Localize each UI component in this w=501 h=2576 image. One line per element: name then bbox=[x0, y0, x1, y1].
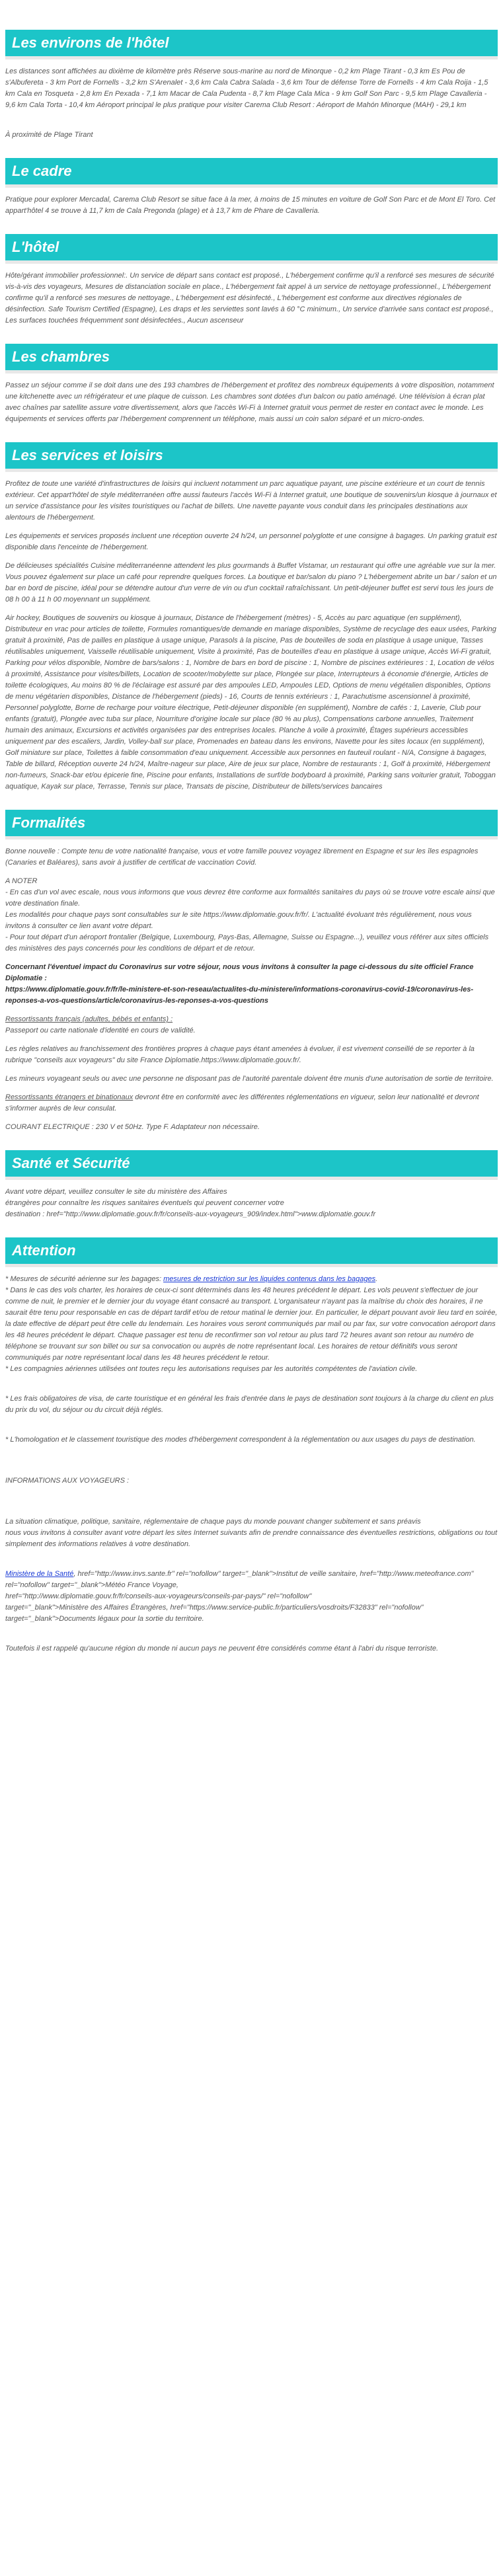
section-formalites bbox=[5, 810, 498, 1133]
services-text-3: De délicieuses spécialités Cuisine méditerranéenne attendent les plus gourmands à Buffet Vistamar, un restaurant qui offre une agréable vue sur la mer. Vous pouvez également sur place un café pour reprendre quelques forces. La boutique et bar/salon du piano ? L'hébergement abrite un bar / salon et un bar en bord de piscine, idéal pour se détendre autour d'un verre de vin ou d'un cocktail rafraîchissant. Un petit-déjeuner buffet est servi tous les jours de 08 h 00 à 11 h 00 moyennant un supplément. bbox=[5, 562, 497, 604]
section-services bbox=[5, 442, 498, 793]
section-title-chambres: Les chambres bbox=[5, 344, 498, 373]
attention-text-1-end: . * Dans le cas des vols charter, les horaires de ceux-ci sont déterminés dans les 48 heures précédent le départ. Les vols peuvent s'effectuer de jour comme de nuit, le premier et le dernier jour du voyage étant consacré au transport. L'organisateur n'ayant pas la maîtrise du choix des horaires, il ne saurait être tenu pour responsable en cas de départ tardif et/ou de retour matinal le dernier jour. En particulier, le départ pouvant avoir lieu tard en soirée, la date effective de départ peut être celle du lendemain. Les horaires vous seront communiqués par mail ou par fax, sur votre convocation aéroport dans les 48 heures précédent le départ. Chaque passager est tenu de reconfirmer son vol retour au plus tard 72 heures avant son retour au numéro de téléphone se trouvant sur son billet ou sur sa convocation ou auprès de notre représentant local. Les horaires de retour définitifs vous seront communiqués par notre représentant local dans les 48 heures précédent le retour. * Les compagnies aériennes utilisées ont toutes reçu les autorisations requises par les autorités compétentes de l'aviation civile. bbox=[5, 1275, 498, 1373]
attention-text-1-start: * Mesures de sécurité aérienne sur les bagages: bbox=[5, 1275, 164, 1283]
section-sante bbox=[5, 1150, 498, 1220]
services-text-1: Profitez de toute une variété d'infrastructures de loisirs qui incluent notamment un parc aquatique payant, une piscine extérieure et un court de tennis extérieur. Cet appart'hôtel de style méditerranéen offre aussi fauteurs l'accès Wi-Fi à Internet gratuit, une boutique de souvenirs/un kiosque à journaux et un service d'assistance pour les visites touristiques ou l'achat de billets. Une navette payante vous conduit dans les principales destinations aux alentours de l'hébergement. bbox=[5, 480, 497, 522]
section-title-environs: Les environs de l'hôtel bbox=[5, 30, 498, 59]
section-chambres bbox=[5, 344, 498, 425]
chambres-text: Passez un séjour comme il se doit dans une des 193 chambres de l'hébergement et profitez des nombreux équipements à votre disposition, notamment une kitchenette avec un réfrigérateur et une plaque de cuisson. Les chambres sont dotées d'un balcon ou patio aménagé. Une télévision à écran plat avec chaînes par satellite assure votre divertissement, alors que l'accès Wi-Fi à Internet gratuit vous permet de rester en contact avec le monde. Les équipements et services offerts par l'hébergement comprennent un téléphone, mais aussi un coin salon séparé et un micro-ondes. bbox=[5, 381, 494, 423]
section-hotel bbox=[5, 234, 498, 327]
formalites-bonne-nouvelle: Bonne nouvelle : Compte tenu de votre nationalité française, vous et votre famille pouvez voyagez librement en Espagne et sur les îles espagnoles (Canaries et Baléares), sans avoir à justifier de certificat de vaccination Covid. bbox=[5, 847, 479, 867]
attention-text-3: * L'homologation et le classement touristique des modes d'hébergement correspondent à la réglementation ou aux usages du pays de destination. bbox=[5, 1436, 476, 1444]
services-text-2: Les équipements et services proposés incluent une réception ouverte 24 h/24, un personnel polyglotte et une consigne à bagages. Un parking gratuit est disponible dans l'enceinte de l'hébergement. bbox=[5, 532, 497, 551]
section-title-sante: Santé et Sécurité bbox=[5, 1150, 498, 1180]
liquids-restriction-link[interactable]: mesures de restriction sur les liquides contenus dans les bagages bbox=[163, 1275, 376, 1283]
attention-text-6: Toutefois il est rappelé qu'aucune région du monde ni aucun pays ne peuvent être considérés comme étant à l'abri du risque terroriste. bbox=[5, 1645, 439, 1653]
attention-text-2: * Les frais obligatoires de visa, de carte touristique et en général les frais d'entrée dans le pays de destination sont toujours à la charge du client en plus du prix du vol, du séjour ou du circuit déjà réglés. bbox=[5, 1395, 494, 1414]
formalites-mineurs: Les mineurs voyageant seuls ou avec une personne ne disposant pas de l'autorité parentale doivent être munis d'une autorisation de sortie de territoire. bbox=[5, 1075, 494, 1083]
formalites-courant: COURANT ELECTRIQUE : 230 V et 50Hz. Type F. Adaptateur non nécessaire. bbox=[5, 1123, 260, 1131]
environs-distances: Les distances sont affichées au dixième de kilomètre près Réserve sous-marine au nord de Minorque - 0,2 km Plage Tirant - 0,3 km Es Pou de s'Albufereta - 3 km Port de Fornells - 3,2 km S'Arenalet - 3,6 km Cala Cabra Salada - 3,6 km Tour de défense Torre de Fornells - 4 km Cala Roija - 1,5 km Cala en Tosqueta - 2,8 km En Pexada - 7,1 km Macar de Cala Pudenta - 8,7 km Plage Cala Mica - 9 km Golf Son Parc - 9,5 km Plage Cavalleria - 9,6 km Cala Torta - 10,4 km Aéroport principal le plus pratique pour visiter Carema Club Resort : Aéroport de Mahón Minorque (MAH) - 29,1 km bbox=[5, 67, 488, 109]
formalites-etrangers-title: Ressortissants étrangers et binationaux bbox=[5, 1093, 134, 1101]
attention-text-5-rest: , href="http://www.invs.sante.fr" rel="nofollow" target="_blank">Institut de veille sanitaire, href="http://www.meteofrance.com" rel="nofollow" target="_blank">Météo France Voyage, href="http://www.diplomatie.gouv.fr/fr/conseils-aux-voyageurs/conseils-par-pays/" rel="nofollow" target="_blank">Ministère des Affaires Étrangères, href="https://www.service-public.fr/particuliers/vosdroits/F32833" rel="nofollow" target="_blank">Documents légaux pour la sortie du territoire. bbox=[5, 1570, 474, 1623]
attention-text-1 bbox=[5, 1274, 498, 1375]
formalites-etrangers bbox=[5, 1092, 498, 1114]
formalites-regles: Les règles relatives au franchissement des frontières propres à chaque pays étant amenées à évoluer, il est vivement conseillé de se reporter à la rubrique "conseils aux voyageurs" du site France Diplomatie.https://www.diplomatie.gouv.fr/. bbox=[5, 1045, 475, 1064]
environs-proximite: À proximité de Plage Tirant bbox=[5, 131, 93, 139]
ministere-sante-link[interactable]: Ministère de la Santé bbox=[5, 1570, 74, 1578]
section-title-hotel: L'hôtel bbox=[5, 234, 498, 264]
sante-text: Avant votre départ, veuillez consulter le site du ministère des Affaires étrangères pour connaître les risques sanitaires éventuels qui peuvent concerner votre destination : href="http://www.diplomatie.gouv.fr/fr/conseils-aux-voyageurs_909/index.html">www.diplomatie.gouv.fr bbox=[5, 1188, 376, 1218]
formalites-anoter-text: - En cas d'un vol avec escale, nous vous informons que vous devrez être conforme aux formalités sanitaires du pays où se trouve votre escale ainsi que votre destination finale. Les modalités pour chaque pays sont consultables sur le site https://www.diplomatie.gouv.fr/fr/. L'actualité évoluant très régulièrement, nous vous invitons à consulter ce lien avant votre départ. - Pour tout départ d'un aéroport frontalier (Belgique, Luxembourg, Pays-Bas, Allemagne, Suisse ou Espagne...), veuillez vous référer aux sites officiels des ministères des pays concernés pour les conditions de départ et de retour. bbox=[5, 888, 495, 953]
section-title-services: Les services et loisirs bbox=[5, 442, 498, 472]
services-text-4: Air hockey, Boutiques de souvenirs ou kiosque à journaux, Distance de l'hébergement (mètres) - 5, Accès au parc aquatique (en supplément), Distributeur en vrac pour articles de toilette, Formules romantiques/de demande en mariage disponibles, Système de recyclage des eaux usées, Parking gratuit à proximité, Pas de pailles en plastique à usage unique, Parasols à la piscine, Pas de bouteilles de soda en plastique à usage unique, Tasses réutilisables uniquement, Vaisselle réutilisable uniquement, Visite à proximité, Pas de bouteilles d'eau en plastique à usage unique, Accès Wi-Fi gratuit, Parking pour vélos disponible, Nombre de bars/salons : 1, Nombre de bars en bord de piscine : 1, Nombre de piscines extérieures : 1, Location de vélos à proximité, Assistance pour visites/billets, Location de scooter/mobylette sur place, Plongée sur place, Interrupteurs à économie d'énergie, Articles de toilette écologiques, Au moins 80 % de l'éclairage est assuré par des ampoules LED, Ampoules LED, Options de menu végétalien disponibles, Options de menu végétarien disponibles, Distance de l'hébergement (pieds) - 16, Courts de tennis extérieurs : 1, Parachutisme ascensionnel à proximité, Personnel polyglotte, Borne de recharge pour voiture électrique, Petit-déjeuner disponible (en supplément), Nombre de cafés : 1, Laverie, Club pour enfants (gratuit), Plongée avec tuba sur place, Nourriture d'origine locale sur place (80 % au plus), Compensations carbone annuelles, Traitement humain des animaux, Excursions et activités organisées par des entreprises locales. Planche à voile à proximité, Étages supérieurs accessibles uniquement par des escaliers, Jardin, Volley-ball sur place, Promenades en bateau dans les environs, Navette pour les sites locaux (en supplément), Golf miniature sur place, Toilettes à faible consommation d'eau uniquement. Accessible aux personnes en fauteuil roulant - N/A, Consigne à bagages, Table de billard, Réception ouverte 24 h/24, Maître-nageur sur place, Aire de jeux sur place, Nombre de restaurants : 1, Golf à proximité, Hébergement non-fumeurs, Snack-bar et/ou épicerie fine, Piscine pour enfants, Installations de surf/de bodyboard à proximité, Parking sans voiturier gratuit, Toboggan aquatique, Kayak sur place, Terrasse, Tennis sur place, Transats de piscine, Distributeur de billets/services bancaires bbox=[5, 614, 496, 791]
attention-text-4: La situation climatique, politique, sanitaire, réglementaire de chaque pays du monde pouvant changer subitement et sans préavis nous vous invitons à consulter avant votre départ les sites Internet suivants afin de prendre connaissance des éventuelles restrictions, obligations ou tout simplement des informations relatives à votre destination. bbox=[5, 1518, 498, 1548]
section-cadre bbox=[5, 158, 498, 217]
section-title-formalites: Formalités bbox=[5, 810, 498, 839]
formalites-etrangers-text: devront être en conformité avec les différentes réglementations en vigueur, selon leur nationalité et devront s'informer auprès de leur consulat. bbox=[5, 1093, 479, 1112]
formalites-ressortissants-fr-title: Ressortissants français (adultes, bébés et enfants) : bbox=[5, 1015, 173, 1023]
section-environs bbox=[5, 30, 498, 141]
cadre-text: Pratique pour explorer Mercadal, Carema Club Resort se situe face à la mer, à moins de 15 minutes en voiture de Golf Son Parc et de Mont El Toro. Cet appart'hôtel 4 se trouve à 11,7 km de Cala Pregonda (plage) et à 13,7 km de Phare de Cavalleria. bbox=[5, 196, 496, 215]
formalites-ressortissants-fr-text: Passeport ou carte nationale d'identité en cours de validité. bbox=[5, 1027, 196, 1034]
section-attention bbox=[5, 1237, 498, 1655]
hotel-text: Hôte/gérant immobilier professionnel:. Un service de départ sans contact est proposé., L'hébergement confirme qu'il a renforcé ses mesures de sécurité vis-à-vis des voyageurs, Mesures de distanciation sociale en place., L'hébergement fait appel à un service de nettoyage professionnel., L'hébergement confirme qu'il a renforcé ses mesures de nettoyage., L'hébergement est désinfecté., L'hébergement est conforme aux directives régionales de désinfection. Safe Tourism Certified (Espagne), Les draps et les serviettes sont lavés à 60 °C minimum., Un service d'arrivée sans contact est proposé., Les surfaces touchées fréquemment sont désinfectées., Aucun ascenseur bbox=[5, 272, 494, 325]
attention-info-title: INFORMATIONS AUX VOYAGEURS : bbox=[5, 1477, 130, 1485]
formalites-coronavirus: Concernant l'éventuel impact du Coronavirus sur votre séjour, nous vous invitons à consulter la page ci-dessous du site officiel France Diplomatie : https://www.diplomatie.gouv.fr/fr/le-ministere-et-son-reseau/actualites-du-ministere/informations-coronavirus-covid-19/coronavirus-les-reponses-a-vos-questions/article/coronavirus-les-reponses-a-vos-questions bbox=[5, 963, 474, 1005]
section-title-attention: Attention bbox=[5, 1237, 498, 1267]
section-title-cadre: Le cadre bbox=[5, 158, 498, 188]
formalites-anoter-title: A NOTER bbox=[5, 877, 38, 885]
attention-text-5 bbox=[5, 1569, 498, 1625]
